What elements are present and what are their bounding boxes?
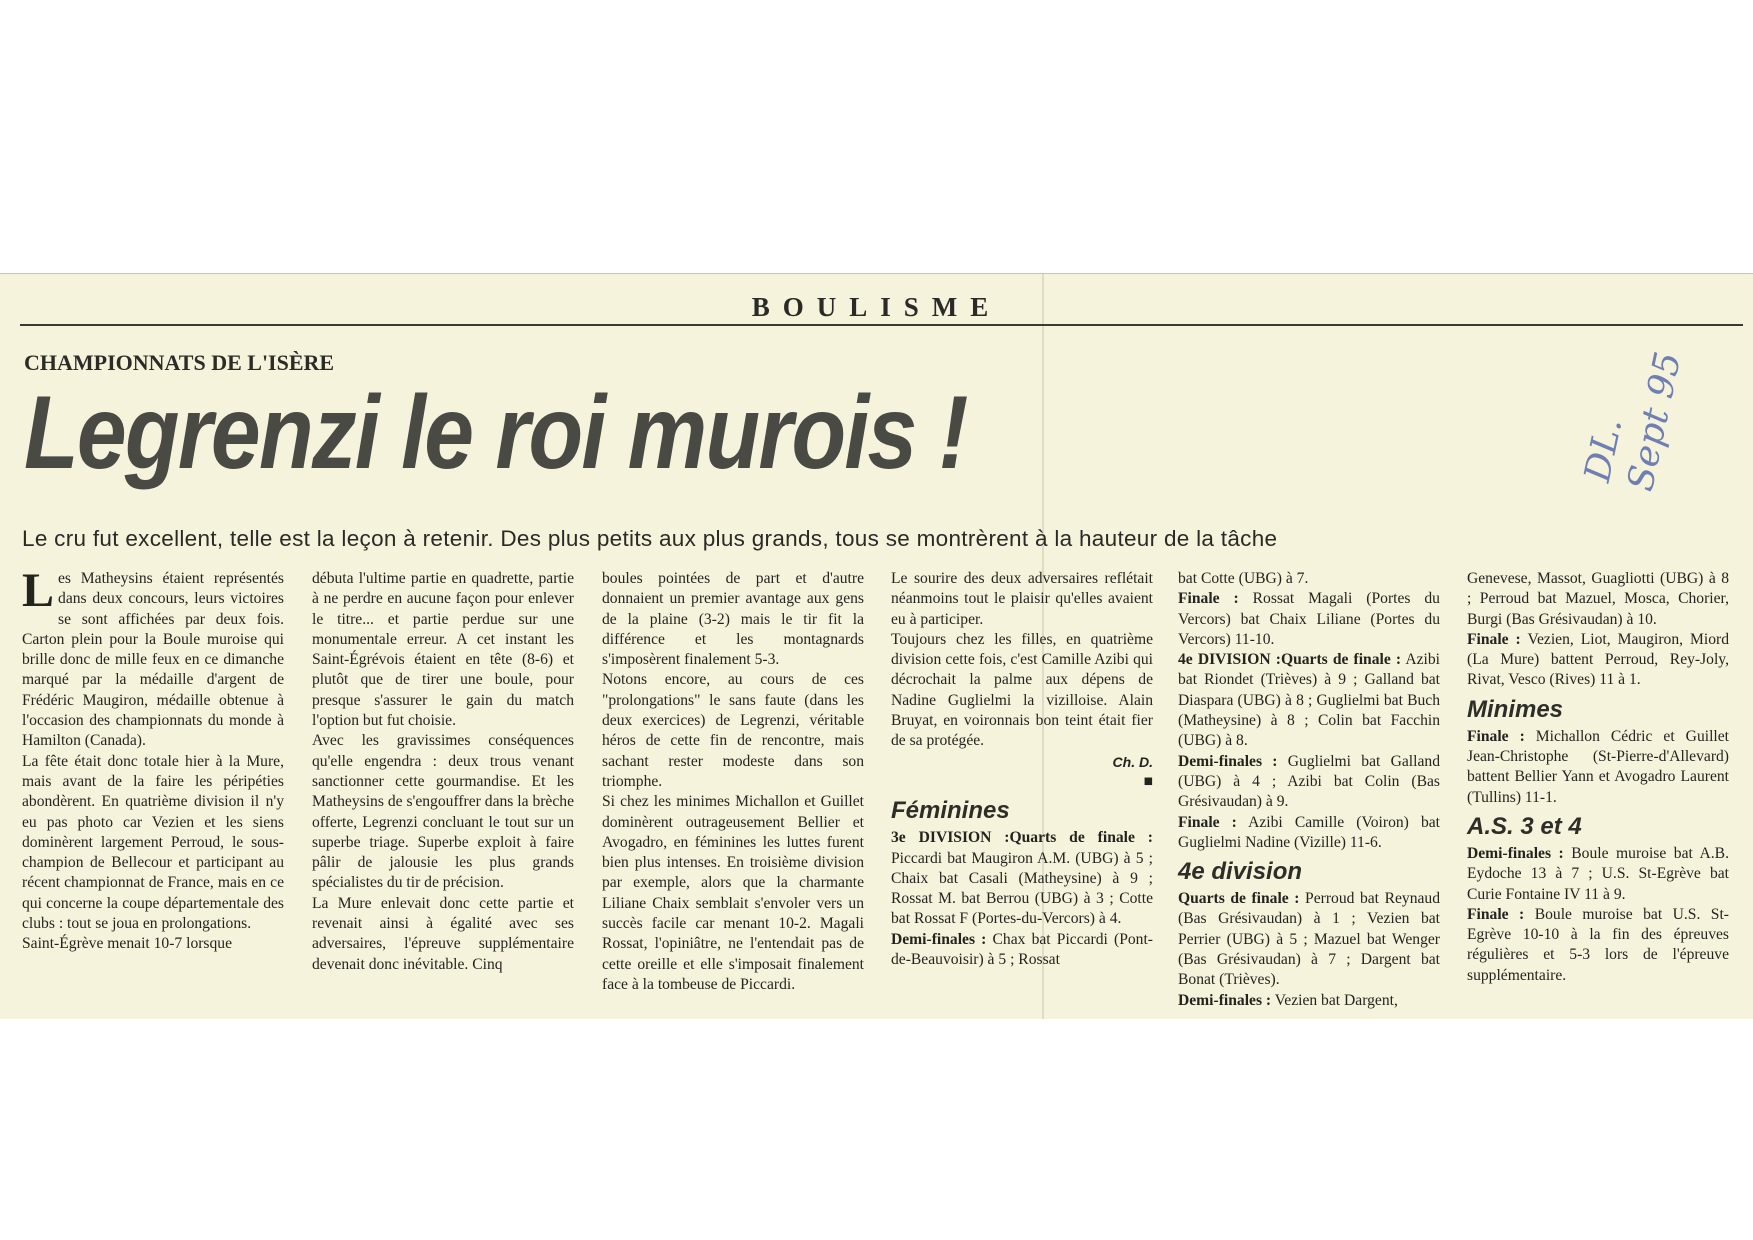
newspaper-clipping <box>0 273 1753 1019</box>
results-heading-feminines: Féminines <box>891 797 1010 825</box>
result-entry: Demi-finales : Guglielmi bat Galland (UBG) à 4 ; Azibi bat Colin (Bas Grésivaudan) à 9. <box>1178 752 1440 811</box>
author-signature: Ch. D. <box>1112 753 1153 770</box>
section-rule <box>20 324 1743 326</box>
paragraph: Saint-Égrève menait 10-7 lorsque <box>22 935 233 953</box>
paragraph: Si chez les minimes Michallon et Guillet dominèrent outrageusement Bellier et Avogadro, en féminines les luttes furent bien plus intenses. En troisième division par exemple, alors que la charmante Liliane Chaix semblait s'envoler vers un succès facile car menant 10-2. Magali Rossat, l'opiniâtre, ne l'entendait pas de cette oreille et elle s'imposait finalement face à la tombeuse de Piccardi. <box>602 793 864 993</box>
paragraph: boules pointées de part et d'autre donnaient un premier avantage aux gens de la plaine (3-2) mais le tir fit la différence et les montagnards s'imposèrent finalement 5-3. <box>602 570 864 669</box>
subheadline: Le cru fut excellent, telle est la leçon à retenir. Des plus petits aux plus grands, tous se montrèrent à la hauteur de la tâche <box>22 526 1278 551</box>
result-entry: Finale : Michallon Cédric et Guillet Jean-Christophe (St-Pierre-d'Allevard) battent Bellier Yann et Avogadro Laurent (Tullins) 11-1. <box>1467 727 1729 806</box>
drop-cap: L <box>22 564 55 617</box>
end-mark: ■ <box>1143 772 1153 790</box>
result-entry: Quarts de finale : Perroud bat Reynaud (Bas Grésivaudan) à 1 ; Vezien bat Perrier (UBG) à 5 ; Mazuel bat Wenger (Bas Grésivaudan) à 7 ; Dargent bat Bonat (Trièves). <box>1178 890 1441 989</box>
result-entry: Finale : Vezien, Liot, Maugiron, Miord (La Mure) battent Perroud, Rey-Joly, Rivat, Vesco (Rives) 11 à 1. <box>1467 630 1729 689</box>
result-entry: Finale : Rossat Magali (Portes du Vercors) bat Chaix Liliane (Portes du Vercors) 11-10. <box>1178 590 1440 648</box>
results-heading-as-3-et-4: A.S. 3 et 4 <box>1467 812 1582 840</box>
handwritten-date: Sept 95 <box>1620 348 1690 495</box>
paragraph: Les Matheysins étaient représentés dans deux concours, leurs victoires se sont affichées par deux fois. Carton plein pour la Boule muroise qui brille donc de mille feux en ce dimanche marqué par la médaille d'argent de Frédéric Maugiron, médaille obtenue à l'occasion des championnats du monde à Hamilton (Canada). <box>22 564 284 750</box>
result-entry: Finale : Azibi Camille (Voiron) bat Guglielmi Nadine (Vizille) 11-6. <box>1178 813 1440 851</box>
paragraph: Notons encore, au cours de ces "prolongations" le sans faute (dans les deux exercices) de Legrenzi, véritable héros de cette fin de rencontre, mais sachant rester modeste dans son triomphe. <box>602 671 864 790</box>
section-title: BOULISME <box>751 292 1002 322</box>
kicker: CHAMPIONNATS DE L'ISÈRE <box>24 350 335 375</box>
paragraph: Le sourire des deux adversaires reflétait néanmoins tout le plaisir qu'elles avaient eu à participer. <box>891 570 1153 628</box>
result-entry: Demi-finales : Boule muroise bat A.B. Eydoche 13 à 7 ; U.S. St-Egrève bat Curie Fontaine IV 11 à 9. <box>1467 844 1729 903</box>
result-entry: 4e DIVISION :Quarts de finale : Azibi bat Riondet (Trièves) à 9 ; Galland bat Diaspara (UBG) à 8 ; Guglielmi bat Buch (Matheysine) à 8 ; Colin bat Facchin (UBG) à 8. <box>1178 651 1441 750</box>
result-entry: bat Cotte (UBG) à 7. <box>1178 570 1309 587</box>
column-1 <box>22 564 284 955</box>
paragraph: La Mure enlevait donc cette partie et revenait ainsi à égalité avec ses adversaires, l'épreuve supplémentaire devenait donc inévitable. Cinq <box>312 894 574 973</box>
results-heading-4e-division: 4e division <box>1178 858 1303 886</box>
column-4 <box>891 569 1153 970</box>
paragraph: La fête était donc totale hier à la Mure, mais avant de la faire les péripéties abondèrent. En quatrième division il n'y eu pas photo car Vezien et les siens dominèrent largement Perroud, le sous-champion de Bellecour et participant au récent championnat de France, mais en ce qui concerne la coupe départementale des clubs : tout se joua en prolongations. <box>22 752 284 933</box>
results-heading-minimes: Minimes <box>1467 695 1564 723</box>
paragraph: Avec les gravissimes conséquences qu'elle engendra : deux trous venant sanctionner cette gourmandise. Et les Matheysins de s'engouffrer dans la brèche offerte, Legrenzi concluant le tout sur un superbe triage. Superbe exploit à faire pâlir de jalousie les plus grands spécialistes du tir de précision. <box>312 732 574 892</box>
result-entry: Demi-finales : Chax bat Piccardi (Pont-de-Beauvoisir) à 5 ; Rossat <box>891 930 1153 969</box>
result-entry: Finale : Boule muroise bat U.S. St-Egrève 10-10 à la fin des épreuves régulières et 5-3 lors de l'épreuve supplémentaire. <box>1467 905 1729 984</box>
column-5 <box>1178 569 1440 1011</box>
result-entry: Genevese, Massot, Guagliotti (UBG) à 8 ; Perroud bat Mazuel, Mosca, Chorier, Burgi (Bas Grésivaudan) à 10. <box>1467 570 1729 628</box>
handwritten-annotation <box>1576 330 1753 508</box>
column-3 <box>602 569 864 995</box>
handwritten-source: DL. <box>1577 414 1631 486</box>
result-entry: Demi-finales : Vezien bat Dargent, <box>1178 991 1398 1009</box>
paragraph: Toujours chez les filles, en quatrième division cette fois, c'est Camille Azibi qui décrochait la palme aux dépens de Nadine Guglielmi la vizilloise. Alain Bruyat, en voironnais bon teint était fier de sa protégée. <box>891 630 1153 750</box>
result-entry: 3e DIVISION :Quarts de finale : Piccardi bat Maugiron A.M. (UBG) à 5 ; Chaix bat Casali (Matheysine) à 9 ; Rossat M. bat Berrou (UBG) à 3 ; Cotte bat Rossat F (Portes-du-Vercors) à 4. <box>891 829 1154 928</box>
column-6 <box>1467 569 1729 986</box>
paragraph: débuta l'ultime partie en quadrette, partie à ne perdre en aucune façon pour enlever le titre... et partie perdue sur une monumentale erreur. A cet instant les Saint-Égrévois étaient en tête (8-6) et plutôt que de tirer une boule, pour presque s'assurer le gain du match l'option but fut choisie. <box>312 570 574 730</box>
column-2 <box>312 569 574 975</box>
headline: Legrenzi le roi murois ! <box>24 375 967 491</box>
